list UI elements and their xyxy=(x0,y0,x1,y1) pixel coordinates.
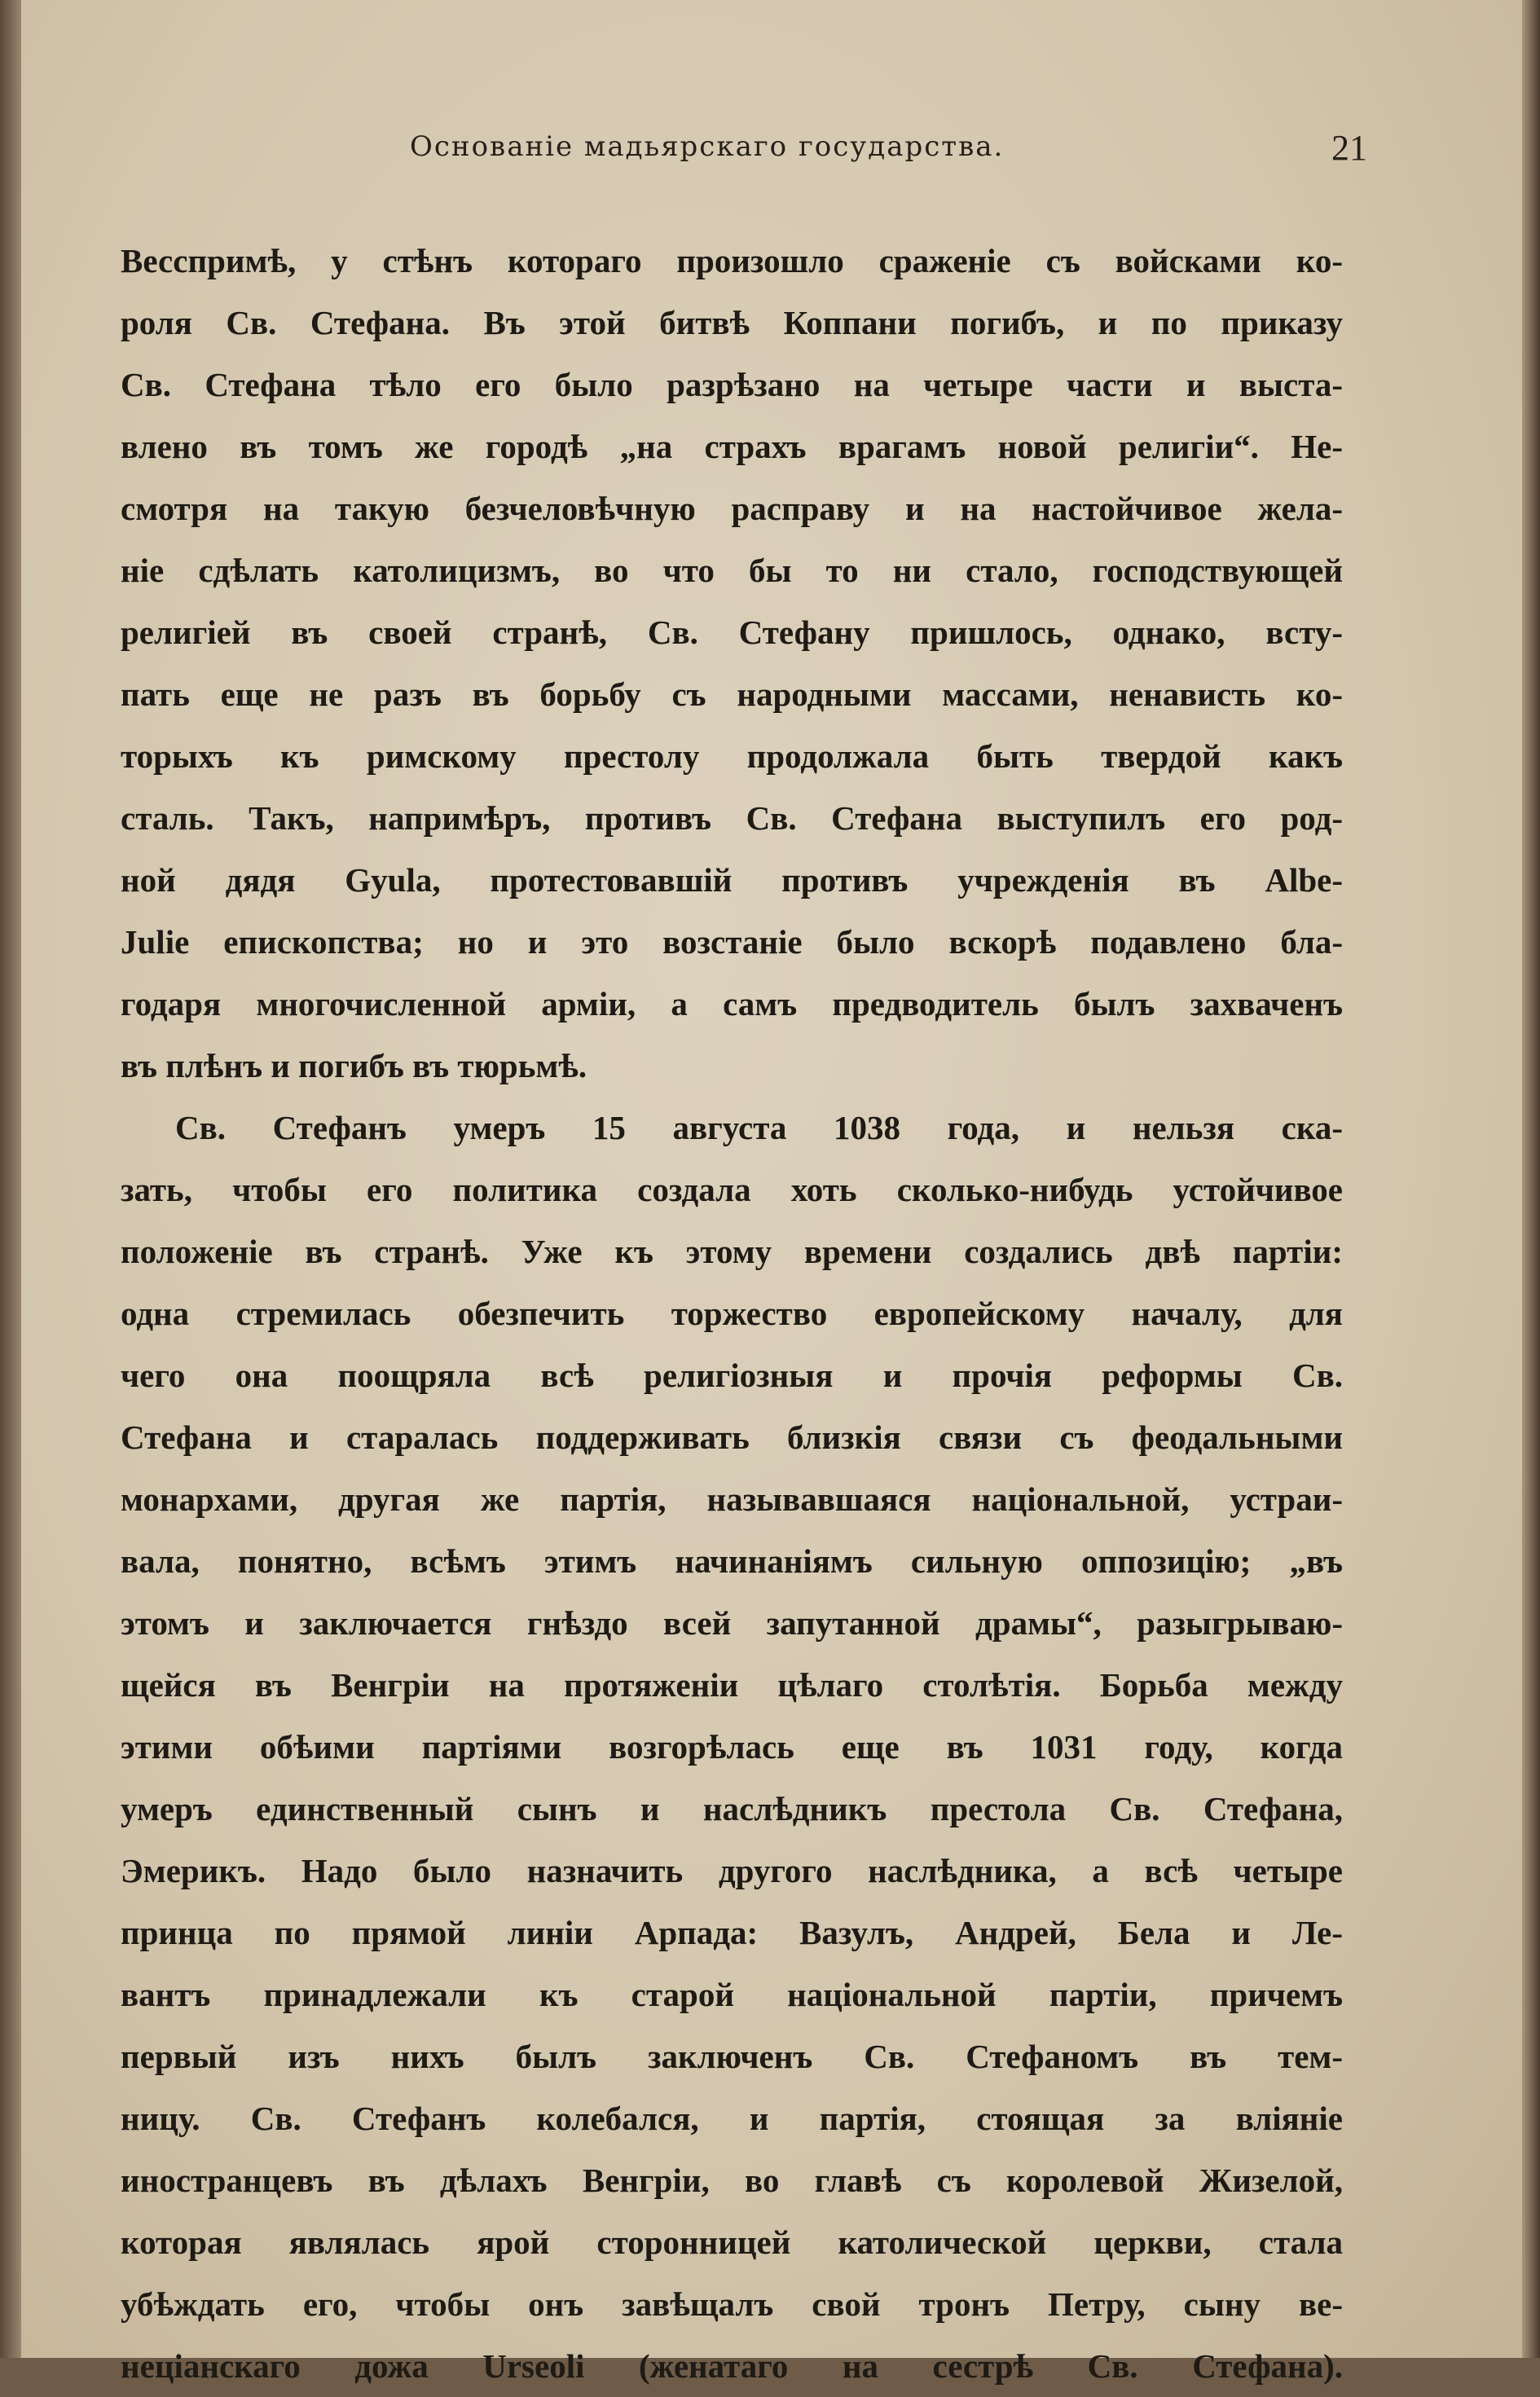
text-line: монархами, другая же партія, называвшаяся національной, устраи- xyxy=(121,1480,1343,1518)
paragraph-1 xyxy=(121,230,1343,1097)
page-number: 21 xyxy=(1331,128,1367,168)
text-line: религіей въ своей странѣ, Св. Стефану пришлось, однако, всту- xyxy=(121,614,1343,651)
text-line: вала, понятно, всѣмъ этимъ начинаніямъ сильную оппозицію; „въ xyxy=(121,1542,1343,1580)
text-line: которая являлась ярой сторонницей католической церкви, стала xyxy=(121,2223,1343,2261)
text-line: Св. Стефанъ умеръ 15 августа 1038 года, и нельзя ска- xyxy=(175,1109,1343,1146)
text-line: чего она поощряла всѣ религіозныя и прочія реформы Св. xyxy=(121,1357,1343,1394)
text-line: вантъ принадлежали къ старой національной партіи, причемъ xyxy=(121,1976,1343,2013)
page-header xyxy=(121,128,1367,196)
text-line: Св. Стефана тѣло его было разрѣзано на четыре части и выста- xyxy=(121,366,1343,403)
text-line: одна стремилась обезпечить торжество европейскому началу, для xyxy=(121,1295,1343,1332)
paragraph-2 xyxy=(121,1097,1343,2397)
text-line: смотря на такую безчеловѣчную расправу и на настойчивое жела- xyxy=(121,490,1343,527)
text-line: умеръ единственный сынъ и наслѣдникъ престола Св. Стефана, xyxy=(121,1790,1343,1827)
text-line: щейся въ Венгріи на протяженіи цѣлаго столѣтія. Борьба между xyxy=(121,1666,1343,1704)
page-edge-left xyxy=(0,0,21,2358)
text-line: неціанскаго дожа Urseoli (женатаго на сестрѣ Св. Стефана). xyxy=(121,2347,1343,2385)
text-line: торыхъ къ римскому престолу продолжала быть твердой какъ xyxy=(121,737,1343,775)
text-line: Стефана и старалась поддерживать близкія связи съ феодальными xyxy=(121,1418,1343,1456)
text-line: пать еще не разъ въ борьбу съ народными массами, ненависть ко- xyxy=(121,675,1343,713)
text-line: годаря многочисленной арміи, а самъ предводитель былъ захваченъ xyxy=(121,985,1343,1023)
text-line: Весспримѣ, у стѣнъ котораго произошло сраженіе съ войсками ко- xyxy=(121,242,1343,279)
text-line: въ плѣнъ и погибъ въ тюрьмѣ. xyxy=(121,1047,587,1084)
text-line: принца по прямой линіи Арпада: Вазулъ, Андрей, Бела и Ле- xyxy=(121,1914,1343,1951)
text-line: ніе сдѣлать католицизмъ, во что бы то ни стало, господствующей xyxy=(121,552,1343,589)
text-line: ной дядя Gyula, протестовавшій противъ учрежденія въ Albe- xyxy=(121,861,1343,899)
text-line: этими обѣими партіями возгорѣлась еще въ 1031 году, когда xyxy=(121,1728,1343,1766)
text-line: этомъ и заключается гнѣздо всей запутанной драмы“, разыгрываю- xyxy=(121,1604,1343,1642)
text-line: первый изъ нихъ былъ заключенъ Св. Стефаномъ въ тем- xyxy=(121,2038,1343,2075)
text-line: положеніе въ странѣ. Уже къ этому времени создались двѣ партіи: xyxy=(121,1233,1343,1270)
text-line: влено въ томъ же городѣ „на страхъ врагамъ новой религіи“. Не- xyxy=(121,428,1343,465)
text-line: роля Св. Стефана. Въ этой битвѣ Коппани погибъ, и по приказу xyxy=(121,304,1343,341)
text-line: иностранцевъ въ дѣлахъ Венгріи, во главѣ съ королевой Жизелой, xyxy=(121,2162,1343,2199)
text-line: зать, чтобы его политика создала хоть сколько-нибудь устойчивое xyxy=(121,1171,1343,1208)
page-edge-right xyxy=(1522,0,1540,2358)
text-line: сталь. Такъ, напримѣръ, противъ Св. Стефана выступилъ его род- xyxy=(121,799,1343,837)
text-line: ницу. Св. Стефанъ колебался, и партія, стоящая за вліяніе xyxy=(121,2100,1343,2137)
text-line: Julie епископства; но и это возстаніе было вскорѣ подавлено бла- xyxy=(121,923,1343,961)
running-title: Основаніе мадьярскаго государства. xyxy=(410,130,1005,163)
text-line: убѣждать его, чтобы онъ завѣщалъ свой тронъ Петру, сыну ве- xyxy=(121,2285,1343,2323)
text-line: Эмерикъ. Надо было назначить другого наслѣдника, а всѣ четыре xyxy=(121,1852,1343,1889)
body-text xyxy=(121,230,1343,2397)
